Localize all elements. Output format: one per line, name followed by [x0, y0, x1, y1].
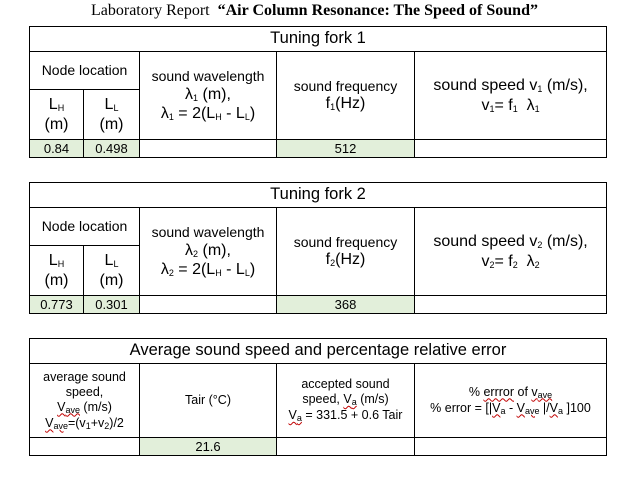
fork2-wavelength-value[interactable]: [140, 296, 277, 314]
report-title-quote: “Air Column Resonance: The Speed of Sound”: [217, 2, 538, 19]
summary-table: [29, 338, 607, 456]
accepted-speed-symbol: speed, $V_a$ (m/s): [302, 392, 389, 408]
fork1-frequency-symbol: $f_1(Hz)$: [325, 95, 366, 113]
fork2-ll-header: $L_L$ (m): [84, 246, 140, 296]
fork1-wavelength-title: sound wavelength: [151, 67, 265, 84]
fork2-node-location-label: Node location: [30, 208, 140, 246]
tuning-fork-1-table: [29, 26, 607, 158]
fork2-speed-formula: $v_2= f_2$ $\lambda_2$: [481, 252, 540, 270]
fork2-wavelength-symbol: $\lambda_2$ (m),: [185, 241, 231, 259]
average-speed-symbol: $V_{ave}$ (m/s): [57, 399, 112, 415]
fork1-lh-header: $L_H$ (m): [30, 90, 84, 140]
average-speed-title: average sound speed,: [43, 369, 126, 399]
fork1-frequency-value[interactable]: 512: [277, 140, 415, 158]
fork1-speed-value[interactable]: [415, 140, 607, 158]
fork2-ll-value[interactable]: 0.301: [84, 296, 140, 314]
fork1-wavelength-value[interactable]: [140, 140, 277, 158]
accepted-speed-value[interactable]: [277, 438, 415, 456]
fork2-frequency-value[interactable]: 368: [277, 296, 415, 314]
fork2-lh-value[interactable]: 0.773: [30, 296, 84, 314]
fork2-wavelength-header: [140, 208, 277, 296]
fork1-ll-value[interactable]: 0.498: [84, 140, 140, 158]
percent-error-header: [415, 364, 607, 438]
fork2-wavelength-formula: $\lambda_2 = 2(L_H - L_L)$: [160, 260, 256, 278]
fork2-header: Tuning fork 2: [30, 183, 607, 208]
fork1-speed-title: sound speed $v_1$ (m/s),: [433, 77, 588, 95]
fork2-frequency-symbol: $f_2(Hz)$: [325, 251, 366, 269]
report-title-prefix: Laboratory Report: [91, 2, 210, 19]
fork1-wavelength-header: [140, 52, 277, 140]
accepted-speed-title: accepted sound: [301, 377, 390, 392]
percent-error-formula: % error = [$|V_a - V_{ave}$ $|/V_a$ ]100: [430, 400, 591, 416]
tuning-fork-2-table: [29, 182, 607, 314]
fork1-lh-value[interactable]: 0.84: [30, 140, 84, 158]
accepted-speed-formula: $V_a = 331.5 + 0.6$ Tair: [288, 408, 403, 423]
report-title: [0, 2, 629, 20]
average-speed-header: [30, 364, 140, 438]
percent-error-title: % errror of $v_{ave}$: [468, 384, 553, 400]
fork1-wavelength-formula: $\lambda_1 = 2(L_H - L_L)$: [160, 104, 256, 122]
fork2-speed-title: sound speed $v_2$ (m/s),: [433, 233, 588, 251]
summary-header: Average sound speed and percentage relative error: [30, 339, 607, 364]
fork1-ll-header: $L_L$ (m): [84, 90, 140, 140]
accepted-speed-header: [277, 364, 415, 438]
fork2-frequency-title: sound frequency: [293, 233, 398, 250]
fork2-speed-header: [415, 208, 607, 296]
fork1-speed-header: [415, 52, 607, 140]
tair-value[interactable]: 21.6: [140, 438, 277, 456]
fork1-header: Tuning fork 1: [30, 27, 607, 52]
fork2-lh-header: $L_H$ (m): [30, 246, 84, 296]
tair-header: Tair (°C): [140, 364, 277, 438]
fork2-frequency-header: [277, 208, 415, 296]
fork1-frequency-title: sound frequency: [293, 77, 398, 94]
fork1-frequency-header: [277, 52, 415, 140]
average-speed-formula: $V_{ave}=(v_1+v_2)/2$: [45, 415, 124, 431]
average-speed-value[interactable]: [30, 438, 140, 456]
fork2-speed-value[interactable]: [415, 296, 607, 314]
fork2-wavelength-title: sound wavelength: [151, 223, 265, 240]
fork1-node-location-label: Node location: [30, 52, 140, 90]
fork1-speed-formula: $v_1= f_1$ $\lambda_1$: [481, 96, 540, 114]
fork1-wavelength-symbol: $\lambda_1$ (m),: [185, 85, 231, 103]
percent-error-value[interactable]: [415, 438, 607, 456]
